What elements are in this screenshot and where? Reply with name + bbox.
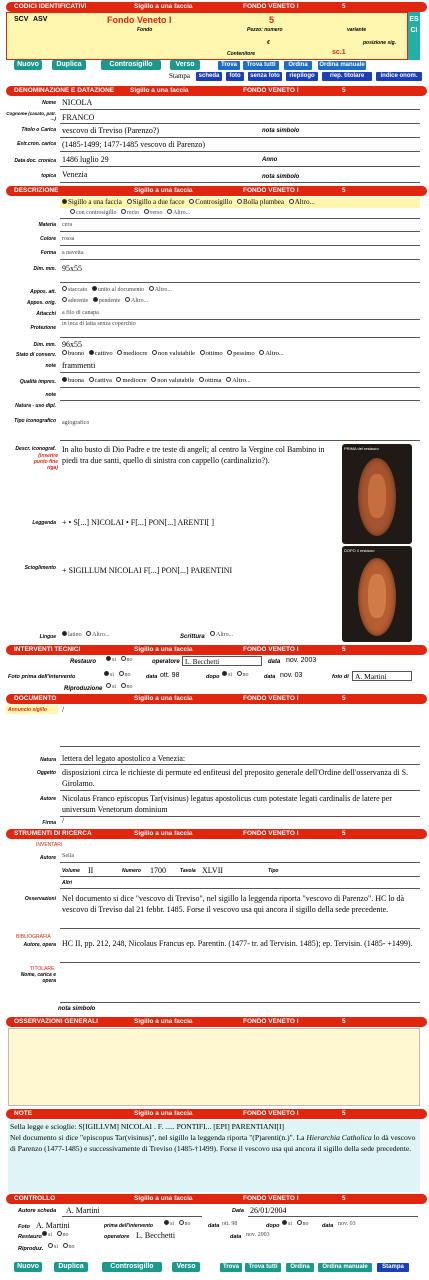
section-type: Sigillo a una faccia <box>134 1110 193 1117</box>
foto-dopo-data-field[interactable]: nov. 03 <box>280 672 303 679</box>
section-title: CODICI IDENTIFICATIVI <box>14 3 87 10</box>
section-type: Sigillo a una faccia <box>134 830 193 837</box>
variante-label: variante <box>347 27 367 33</box>
osservazioni-field[interactable]: Nel documento si dice "vescovo di Treviso", nel sigillo la leggenda riporta "vescovo di Parenzo". HC lo dà vescovo di Treviso dal 21 febbr. 1485. Forse il vescovo usa qui ancora il sigillo della sede precedente. <box>62 894 405 914</box>
controllo-ripro-options[interactable]: si no <box>48 1244 78 1250</box>
lingue-options[interactable]: latino Altro... <box>62 632 112 638</box>
section-num: 5 <box>342 187 346 194</box>
nota-simbolo2-label: nota simbolo <box>262 174 300 180</box>
lingue-label: Lingue <box>39 634 56 640</box>
pezzo-label: Pezzo: numero <box>247 27 283 33</box>
topica-label: topica <box>41 173 56 179</box>
section-fondo: FONDO VENETO I <box>243 646 299 653</box>
inventari-heading: INVENTARI <box>36 842 63 848</box>
natura-field[interactable]: lettera del legato apostolico a Venezia: <box>62 754 186 763</box>
note-section-header <box>6 1109 427 1119</box>
contenitore-value[interactable]: sc.1 <box>332 49 346 56</box>
foto-dopo-options[interactable]: si no <box>222 672 252 678</box>
trova-button[interactable]: Trova <box>218 61 240 70</box>
scioglimento-field[interactable]: + SIGILLUM NICOLAI F[...] PON[...] PARENTINI <box>62 566 233 575</box>
foto-prima-label: Foto prima dell'intervento <box>8 674 76 680</box>
denominazione-section-header <box>6 86 427 96</box>
section-num: 5 <box>342 830 346 837</box>
controllo-restauro-options[interactable]: si no <box>42 1232 72 1238</box>
osservazioni-textarea[interactable] <box>8 1028 420 1106</box>
foto-dopo-data-label: data <box>264 674 276 680</box>
section-type: Sigillo a una faccia <box>134 187 193 194</box>
osservazioni-label: Osservazioni <box>24 896 56 902</box>
colore-field[interactable]: rossa <box>62 236 75 242</box>
section-num: 5 <box>342 87 346 94</box>
controllo-foto-label: Foto <box>18 1224 30 1230</box>
seal-figure-before <box>368 474 386 518</box>
foto-di-value: A. Martini <box>355 672 387 681</box>
anno-label: Anno <box>262 157 278 163</box>
estr-label: Estr.cron. carica <box>17 141 56 147</box>
section-type: Sigillo a una faccia <box>134 3 193 10</box>
inv-autore-field[interactable]: Sella <box>62 853 74 859</box>
numero-label: Numero <box>122 868 141 874</box>
bottom-verso-button[interactable]: Verso <box>172 1262 200 1272</box>
controsigillo-button[interactable]: Controsigillo <box>101 60 161 70</box>
print-foto-button[interactable]: foto <box>226 72 244 81</box>
dim2-label: Dim. mm. <box>33 342 56 348</box>
trova-tutti-button[interactable]: Trova tutti <box>243 61 279 70</box>
nome-field[interactable]: NICOLA <box>62 98 93 107</box>
descr-label: Descr. iconograf. <box>15 446 56 452</box>
bottom-stampa-button[interactable]: Stampa <box>377 1263 409 1272</box>
operatore-value: L. Becchetti <box>185 658 220 666</box>
titolo-field[interactable]: vescovo di Treviso (Parenzo?) <box>62 126 160 135</box>
protezione-field[interactable]: in teca di latta senza coperchio <box>62 321 136 327</box>
tipo-radio-options[interactable]: Sigillo a una faccia Sigillo a due facce Controsigillo Bolla plumbea Altro... <box>62 198 318 206</box>
biblio-field[interactable]: HC II, pp. 212, 248, Nicolaus Francus ep. Parentin. (1477- tr. ad Tervisin. 1485); ep. Tervisin. (1485- +1499). <box>62 939 413 948</box>
section-fondo: FONDO VENETO I <box>243 87 299 94</box>
annuncio-field[interactable]: / <box>62 705 65 714</box>
foto-di-label: foto di <box>332 674 349 680</box>
section-type: Sigillo a una faccia <box>134 695 193 702</box>
section-title: DENOMINAZIONE E DATAZIONE <box>14 87 115 94</box>
dim-field[interactable]: 95x55 <box>62 264 82 273</box>
section-num: 5 <box>342 1110 346 1117</box>
doc-autore-field[interactable]: Nicolaus Franco episcopus Tar(visinus) legatus apostolicus cum potestate legati cardinalis de latere per universum Venetorum dominium <box>62 794 392 814</box>
controllo-foto-field[interactable]: A. Martini <box>36 1221 70 1230</box>
controllo-dopo-options[interactable]: si no <box>282 1221 312 1227</box>
bottom-trova-button[interactable]: Trova <box>220 1263 242 1272</box>
section-fondo: FONDO VENETO I <box>243 1110 299 1117</box>
duplica-button[interactable]: Duplica <box>52 60 86 70</box>
scrittura-label: Scrittura <box>180 634 205 640</box>
section-fondo: FONDO VENETO I <box>243 187 299 194</box>
firma-field[interactable]: / <box>62 816 65 825</box>
photo-before-tag: PRIMA del restauro <box>344 446 379 451</box>
oggetto-label: Oggetto <box>36 770 56 776</box>
foto-prima-data-label: data <box>146 674 158 680</box>
operatore-input[interactable] <box>182 656 262 666</box>
nome-label: Nome <box>42 100 56 106</box>
controllo-prima-label: prima dell'intervento <box>104 1223 153 1229</box>
section-fondo: FONDO VENETO I <box>243 1018 299 1025</box>
forma-field[interactable]: a navetta <box>62 250 84 256</box>
annuncio-label: Annuncio sigillo <box>8 707 47 713</box>
bottom-trova-tutti-button[interactable]: Trova tutti <box>245 1263 281 1272</box>
forma-label: Forma <box>40 250 56 256</box>
note-textarea[interactable] <box>8 1120 420 1192</box>
appos-att-label: Appos. att. <box>30 289 56 295</box>
controllo-data-label: Data <box>232 1208 244 1214</box>
controllo-data2-field[interactable]: ott. 98 <box>222 1221 238 1227</box>
tavola-field[interactable]: XLVII <box>202 866 224 875</box>
controllo-operatore-label: operatore <box>104 1234 130 1240</box>
stato-label: Stato di conserv. <box>15 352 56 358</box>
autore-scheda-field[interactable]: A. Martini <box>66 1206 100 1215</box>
foto-prima-data-field[interactable]: ott. 98 <box>160 672 180 679</box>
controllo-prima-options[interactable]: si no <box>164 1221 194 1227</box>
restauro-data-label: data <box>268 659 281 665</box>
section-type: Sigillo a una faccia <box>134 646 193 653</box>
autore-scheda-label: Autore scheda <box>18 1208 57 1214</box>
contenitore-label: Contenitore <box>227 51 256 57</box>
section-num: 5 <box>342 695 346 702</box>
stato-note-label: note <box>45 363 56 369</box>
controllo-data3-field[interactable]: nov. 03 <box>338 1221 356 1227</box>
osservazioni-section-header <box>6 1017 427 1027</box>
section-num: 5 <box>342 1018 346 1025</box>
inv-autore-label: Autore <box>39 855 56 861</box>
qualita-label: Qualità impres. <box>19 379 56 385</box>
tavola-label: Tavola <box>180 868 196 874</box>
stato-note-field[interactable]: frammenti <box>62 361 96 370</box>
codici-panel <box>6 12 408 60</box>
tipo-icon-label: Tipo iconografico <box>14 418 56 424</box>
materia-field[interactable]: cera <box>62 222 72 228</box>
descr-hint: (inserire punto fine riga) <box>33 453 58 471</box>
exit-button[interactable]: ESCI <box>408 12 420 60</box>
volume-label: Volume <box>62 868 80 874</box>
section-title: DESCRIZIONE <box>14 187 59 194</box>
bottom-nuovo-button[interactable]: Nuovo <box>14 1262 42 1272</box>
restauro-data-field[interactable]: nov. 2003 <box>286 657 317 664</box>
pezzo-number[interactable]: 5 <box>269 15 275 25</box>
bottom-ordina-button[interactable]: Ordina <box>286 1263 314 1272</box>
natura-uso-label: Natura - uso dipl. <box>15 403 56 409</box>
appos-att-options[interactable]: staccato unito al documento Altro... <box>62 287 175 293</box>
print-scheda-button[interactable]: scheda <box>196 72 222 81</box>
section-num: 5 <box>342 1195 346 1202</box>
section-title: CONTROLLO <box>14 1195 56 1202</box>
section-title: OSSERVAZIONI GENERALI <box>14 1018 98 1025</box>
section-title: DOCUMENTO <box>14 695 57 702</box>
sub-radio-options[interactable]: con controsigillo recto verso Altro... <box>70 210 193 216</box>
numero-field[interactable]: 1700 <box>150 866 166 875</box>
section-num: 5 <box>342 646 346 653</box>
topica-field[interactable]: Venezia <box>62 170 88 179</box>
seal-figure-after <box>368 574 386 618</box>
volume-field[interactable]: II <box>88 866 94 875</box>
legenda-field[interactable]: + • S[...] NICOLAI • F[...] PON[...] ARENTI[ ] <box>62 518 215 527</box>
print-indice-button[interactable]: indice onom. <box>376 72 422 81</box>
controllo-operatore-field[interactable]: L. Becchetti <box>136 1231 176 1240</box>
cognome-field[interactable]: FRANCO <box>62 113 95 122</box>
stampa-label: Stampa <box>169 72 190 80</box>
natura-label: Natura <box>40 757 56 763</box>
firma-label: Firma <box>42 820 56 826</box>
section-title: INTERVENTI TECNICI <box>14 646 81 653</box>
dim2-field[interactable]: 96x55 <box>62 340 82 349</box>
strumenti-section-header <box>6 829 427 839</box>
foto-dopo-label: dopo <box>206 674 220 680</box>
euro-label: € <box>267 40 270 46</box>
bottom-controsigillo-button[interactable]: Controsigillo <box>102 1262 162 1272</box>
posizione-label: posizione sig. <box>363 40 397 46</box>
restauro-options[interactable]: si no <box>106 657 136 663</box>
oggetto-field[interactable]: disposizioni circa le richieste di permute ed enfiteusi del preposito generale dell'Ordine dell'osservanza di S. Girolamo. <box>62 768 409 788</box>
fondo-name[interactable]: Fondo Veneto I <box>107 15 172 25</box>
scioglimento-label: Scioglimento <box>24 565 56 571</box>
photo-after[interactable] <box>342 546 412 642</box>
codici-section-header <box>6 2 427 12</box>
controllo-data2-label: data <box>208 1223 220 1229</box>
controllo-dopo-label: dopo <box>266 1223 280 1229</box>
ordina-button[interactable]: Ordina <box>284 61 312 70</box>
print-senza-foto-button[interactable]: senza foto <box>248 72 282 81</box>
descrizione-section-header <box>6 186 427 196</box>
code-asv: ASV <box>33 16 48 23</box>
controllo-ripro-label: Riproduz. <box>18 1246 44 1252</box>
foto-prima-options[interactable]: si no <box>104 672 134 678</box>
ordina-manuale-button[interactable]: Ordina manuale <box>319 62 365 68</box>
legenda-label: Leggenda <box>32 520 56 526</box>
tipo-icon-field[interactable]: agiografico <box>62 420 90 426</box>
cognome-label: Cognome (casato, patr. ...) <box>6 111 56 121</box>
altri-label: Altri <box>62 880 72 886</box>
note-line1: Sella legge e scioglie: S[IGILLVM] NICOLAI . F. ..... PONTIFI... [EPI] PARENTIANI[I] <box>10 1122 285 1131</box>
appos-orig-label: Appos. orig. <box>26 300 56 306</box>
operatore-label: operatore <box>152 659 180 665</box>
doc-autore-label: Autore <box>39 796 56 802</box>
stato-options[interactable]: buono cattivo mediocre non valutabile ottimo pessimo Altro... <box>62 350 287 357</box>
titolo-label: Titolo o Carica <box>21 127 56 133</box>
photo-after-tag: DOPO il restauro <box>344 548 375 553</box>
protezione-label: Protezione <box>30 325 56 331</box>
section-title: NOTE <box>14 1110 33 1117</box>
photo-before[interactable] <box>342 444 412 544</box>
foto-di-input[interactable] <box>352 671 412 681</box>
section-type: Sigillo a una faccia <box>134 1018 193 1025</box>
print-riepilogo-button[interactable]: riepilogo <box>286 72 318 81</box>
controllo-data4-field[interactable]: nov. 2003 <box>246 1232 270 1238</box>
descr-field[interactable]: In alto busto di Dio Padre e tre teste di angeli; al centro la Vergine col Bambino in piedi tra due santi, quello di sinistra con cappello (cardinalizio?). <box>62 445 325 465</box>
tipo-label: Tipo <box>268 868 279 874</box>
qualita-note-label: note <box>45 392 56 398</box>
verso-button[interactable]: Verso <box>170 60 200 70</box>
controllo-section-header <box>6 1194 427 1204</box>
controllo-data4-label: data <box>230 1234 242 1240</box>
nuovo-button[interactable]: Nuovo <box>14 60 42 70</box>
attacchi-field[interactable]: a filo di canapa <box>62 310 99 316</box>
riproduzione-label: Riproduzione <box>64 686 103 692</box>
controllo-data3-label: data <box>322 1223 334 1229</box>
section-num: 5 <box>342 3 346 10</box>
fondo-label: Fondo <box>137 27 153 33</box>
bottom-ordina-manuale-button[interactable]: Ordina manuale <box>318 1263 372 1272</box>
scrittura-options[interactable]: Altro... <box>210 632 236 638</box>
materia-label: Materia <box>38 222 56 228</box>
section-type: Sigillo a una faccia <box>130 87 189 94</box>
section-type: Sigillo a una faccia <box>134 1195 193 1202</box>
nota-simbolo-label: nota simbolo <box>262 128 300 134</box>
biblio-autore-label: Autore, opera <box>23 942 56 948</box>
restauro-label: Restauro <box>70 659 97 665</box>
documento-section-header <box>6 694 427 704</box>
attacchi-label: Attacchi <box>36 311 56 317</box>
titolare-label: Nome, carica e opera <box>20 972 56 984</box>
dim-label: Dim. mm. <box>33 266 56 272</box>
estr-field[interactable]: (1485-1499; 1477-1485 vescovo di Parenzo) <box>62 140 206 149</box>
data-field[interactable]: 1486 luglio 29 <box>62 155 109 164</box>
code-scv: SCV <box>14 16 29 23</box>
appos-orig-options[interactable]: aderente pendente Altro... <box>62 298 151 304</box>
section-fondo: FONDO VENETO I <box>243 695 299 702</box>
bottom-duplica-button[interactable]: Duplica <box>54 1262 88 1272</box>
section-fondo: FONDO VENETO I <box>243 830 299 837</box>
riproduzione-options[interactable]: si no <box>106 684 136 690</box>
section-title: STRUMENTI DI RICERCA <box>14 830 92 837</box>
titolare-nota-simbolo-label: nota simbolo <box>58 1006 96 1012</box>
interventi-section-header <box>6 645 427 655</box>
data-label: Data doc. cronica <box>14 158 56 164</box>
controllo-restauro-label: Restauro <box>18 1234 42 1240</box>
section-fondo: FONDO VENETO I <box>243 3 299 10</box>
section-fondo: FONDO VENETO I <box>243 1195 299 1202</box>
titolare-heading: TITOLARE <box>30 966 55 972</box>
controllo-data-field[interactable]: 26/01/2004 <box>250 1206 287 1215</box>
note-line2: Nel documento si dice "episcopus Tar(visinus)", nel sigillo la leggenda riporta "(P)arenti(n.)". La Hierarchia Catholica lo dà vescovo di Parenzo (1477-1485) e successivamente di Treviso (1485-†1499). Forse il vescovo usa qui ancora il sigillo della sede precedente. <box>10 1133 416 1153</box>
qualita-options[interactable]: buona cattiva mediocre non valutabile ottima Altro... <box>62 377 254 384</box>
bibliografia-heading: BIBLIOGRAFIA <box>16 934 51 940</box>
colore-label: Colore <box>40 236 56 242</box>
print-riep-titolare-button[interactable]: riep. titolare <box>322 72 372 81</box>
